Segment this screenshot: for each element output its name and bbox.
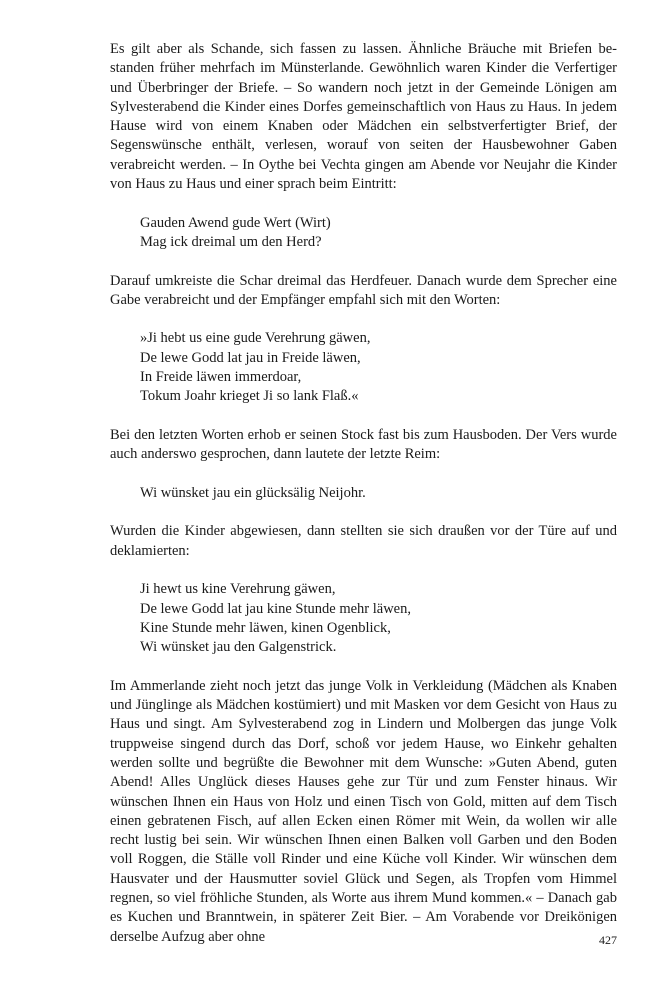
paragraph: Wurden die Kinder abgewiesen, dann stellten sie sich draußen vor der Türe auf und deklamierten: bbox=[110, 523, 617, 559]
verse-line: Ji hewt us kine Verehrung gäwen, bbox=[140, 581, 336, 598]
verse-line: Wi wünsket jau den Galgenstrick. bbox=[140, 639, 337, 656]
verse-line: De lewe Godd lat jau kine Stunde mehr läwen, bbox=[140, 600, 411, 617]
verse-line: De lewe Godd lat jau in Freide läwen, bbox=[140, 349, 361, 366]
spacer bbox=[110, 194, 617, 213]
verse-line: Tokum Joahr krieget Ji so lank Flaß.« bbox=[140, 388, 359, 405]
page-number: 427 bbox=[599, 933, 617, 947]
verse-block bbox=[110, 484, 617, 503]
verse-line: Kine Stunde mehr läwen, kinen Ogenblick, bbox=[140, 619, 391, 636]
verse-line: Wi wünsket jau ein glücksälig Neijohr. bbox=[140, 484, 366, 501]
paragraph: Bei den letzten Worten erhob er seinen Stock fast bis zum Hausboden. Der Vers wurde auch anderswo gesprochen, dann lautete der letzte Reim: bbox=[110, 426, 617, 463]
verse-line: »Ji hebt us eine gude Verehrung gäwen, bbox=[140, 330, 371, 347]
spacer bbox=[110, 310, 617, 329]
spacer bbox=[110, 252, 617, 271]
verse-line: Gauden Awend gude Wert (Wirt) bbox=[140, 214, 331, 231]
spacer bbox=[110, 503, 617, 522]
spacer bbox=[110, 561, 617, 580]
verse-line: Mag ick dreimal um den Herd? bbox=[140, 233, 322, 250]
verse-line: In Freide läwen immerdoar, bbox=[140, 369, 302, 386]
paragraph: Es gilt aber als Schande, sich fassen zu lassen. Ähnliche Bräuche mit Briefen bestanden früher mehrfach im Münsterlande. Gewöhnlich waren Kinder die Verfertiger und Überbringer der Briefe. – So wandern noch jetzt in der Gemeinde Lönigen am Sylvesterabend die Kinder eines Dorfes gemeinschaftlich von Haus zu Haus. In jedem Hause wird von einem Knaben oder Mädchen ein selbstverfertigter Brief, der Segenswünsche enthält, verlesen, worauf von seiten der Hausbewohner Gaben verabreicht werden. – In Oythe bei Vechta gingen am Abende vor Neujahr die Kinder von Haus zu Haus und einer sprach beim Eintritt: bbox=[110, 41, 617, 193]
spacer bbox=[110, 407, 617, 426]
spacer bbox=[110, 658, 617, 677]
verse-block bbox=[110, 329, 617, 406]
page-body bbox=[110, 40, 617, 947]
spacer bbox=[110, 465, 617, 484]
verse-block bbox=[110, 214, 617, 253]
paragraph: Darauf umkreiste die Schar dreimal das Herdfeuer. Danach wurde dem Sprecher eine Gabe verabreicht und der Empfänger empfahl sich mit den Worten: bbox=[110, 272, 617, 308]
verse-block bbox=[110, 580, 617, 657]
paragraph: Im Ammerlande zieht noch jetzt das junge Volk in Verkleidung (Mädchen als Knaben und Jünglinge als Mädchen kostümiert) und mit Masken vor dem Gesicht von Haus zu Haus und singt. Am Sylvesterabend zog in Lindern und Molbergen das junge Volk truppweise singend durch das Dorf, schoß vor jedem Hause, wo Einkehr gehalten werden sollte und begrüßte die Bewohner mit dem Wunsche: »Guten Abend, guten Abend! Alles Unglück dieses Hauses gehe zur Tür und zum Fenster hinaus. Wir wünschen Ihnen ein Haus von Holz und einen Tisch von Gold, mitten auf dem Tisch einen gebratenen Fisch, auf allen Ecken einen Römer mit Wein, da wollen wir alle recht lustig bei sein. Wir wünschen Ihnen einen Balken voll Garben und den Boden voll Roggen, die Ställe voll Rinder und eine Küche voll Kinder. Wir wünschen dem Hausvater und der Hausmutter soviel Glück und Segen, als Tropfen vom Himmel regnen, so viel fröhliche Stunden, als Worte aus ihrem Mund kommen.« – Danach gab es Kuchen und Branntwein, in späterer Zeit Bier. – Am Vorabende vor Dreikönigen derselbe Aufzug aber ohne bbox=[110, 677, 617, 945]
